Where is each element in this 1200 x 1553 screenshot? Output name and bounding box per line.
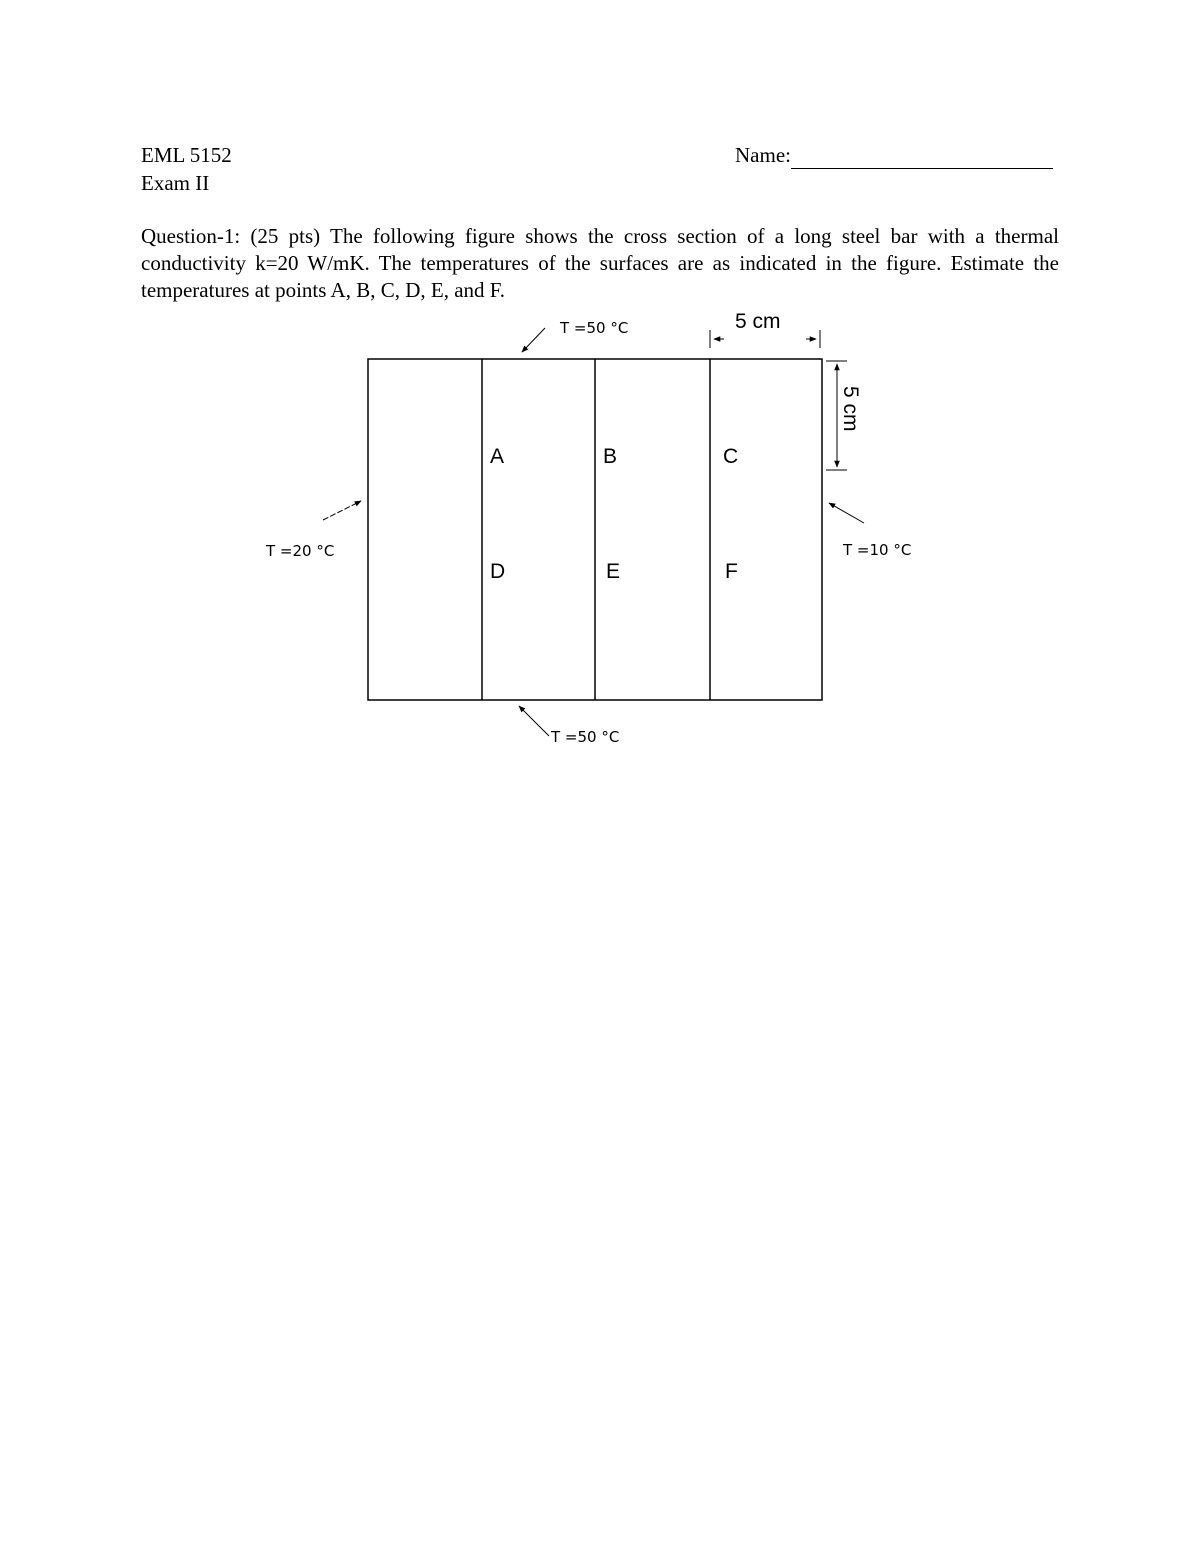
bottom-temperature-label: T =50 °C: [551, 728, 620, 746]
point-e-label: E: [606, 560, 621, 583]
point-d-label: D: [490, 560, 506, 583]
top-temperature-label: T =50 °C: [560, 319, 629, 337]
point-f-label: F: [725, 560, 738, 583]
width-dimension-label: 5 cm: [735, 310, 781, 333]
bottom-temperature-arrow: [519, 706, 549, 736]
top-temperature-arrow: [522, 328, 545, 352]
exam-title: Exam II: [141, 171, 210, 195]
height-dimension-label: 5 cm: [839, 386, 862, 432]
left-temperature-arrow: [323, 501, 361, 520]
point-a-label: A: [490, 445, 505, 468]
question-text: Question-1: (25 pts) The following figure shows the cross section of a long steel bar with a thermal conductivity k=20 W/mK. The temperatures of the surfaces are as indicated in the figure. Estimate the temperatures at points A, B, C, D, E, and F.: [141, 224, 1059, 302]
right-temperature-arrow: [829, 503, 864, 523]
left-temperature-label: T =20 °C: [266, 542, 335, 560]
right-temperature-label: T =10 °C: [843, 541, 912, 559]
point-b-label: B: [603, 445, 618, 468]
course-code: EML 5152: [141, 143, 232, 167]
point-c-label: C: [723, 445, 739, 468]
name-label: Name:: [735, 143, 791, 167]
